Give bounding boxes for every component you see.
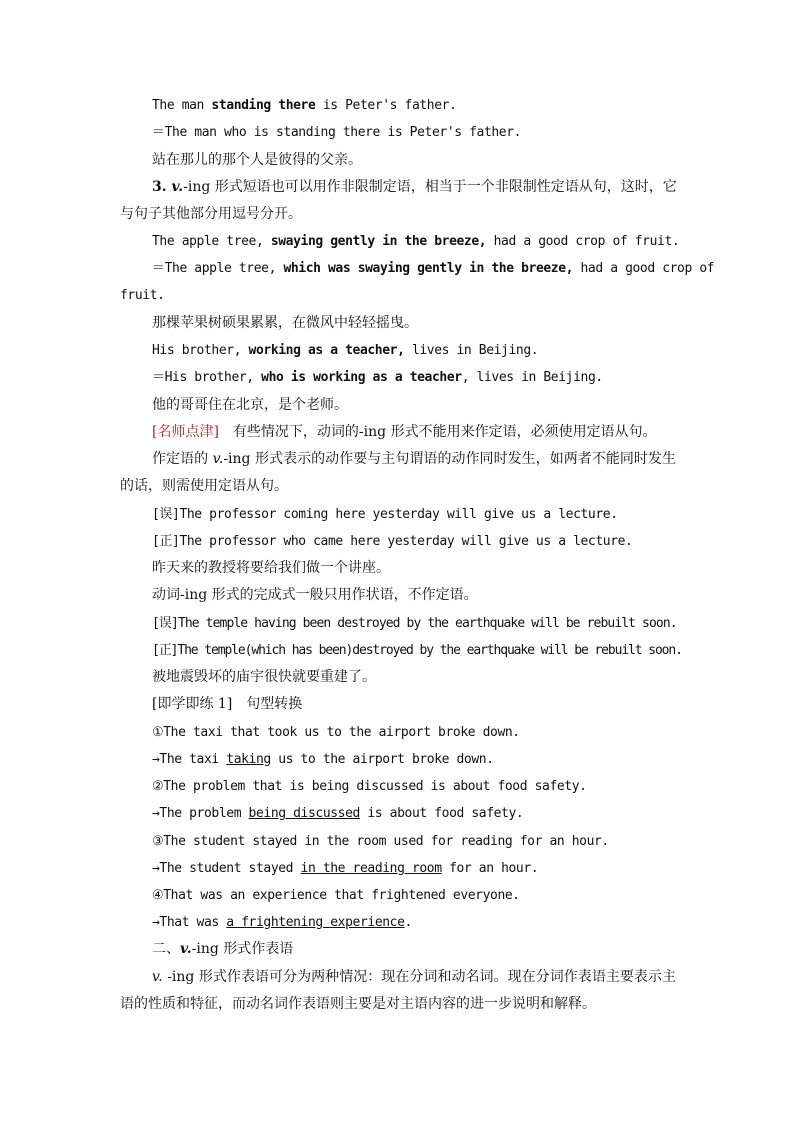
section-heading: 二、v.-ing 形式作表语: [152, 941, 294, 957]
practice-item-1: ①The taxi that took us to the airport broke down.: [152, 725, 520, 740]
equivalent-sentence: ＝The apple tree, which was swaying gently in the breeze, had a good crop of: [152, 261, 715, 276]
tip-paragraph-line-2: 的话，则需使用定语从句。: [120, 478, 288, 494]
practice-answer-2: →The problem being discussed is about food safety.: [152, 806, 524, 821]
equivalent-sentence-continued: fruit.: [120, 288, 165, 303]
wrong-example: [误]The temple having been destroyed by the earthquake will be rebuilt soon.: [152, 616, 677, 631]
translation: 站在那儿的那个人是彼得的父亲。: [152, 152, 362, 168]
answer-blank: a frightening experience: [226, 915, 405, 930]
equivalent-sentence: ＝His brother, who is working as a teacher, lives in Beijing.: [152, 370, 603, 385]
translation: 他的哥哥住在北京，是个老师。: [152, 397, 348, 413]
teacher-tip: [名师点津] 有些情况下，动词的-ing 形式不能用来作定语，必须使用定语从句。: [152, 424, 657, 440]
translation: 昨天来的教授将要给我们做一个讲座。: [152, 560, 390, 576]
example-sentence: The apple tree, swaying gently in the breeze, had a good crop of fruit.: [152, 234, 680, 249]
translation: 那棵苹果树硕果累累，在微风中轻轻摇曳。: [152, 315, 418, 331]
example-sentence: The man standing there is Peter's father.: [152, 98, 457, 113]
practice-heading: [即学即练 1] 句型转换: [152, 696, 303, 712]
answer-blank: taking: [226, 752, 271, 767]
practice-answer-4: →That was a frightening experience.: [152, 915, 412, 930]
rule-note: 动词-ing 形式的完成式一般只用作状语，不作定语。: [152, 587, 478, 603]
correct-example: [正]The temple(which has been)destroyed by the earthquake will be rebuilt soon.: [152, 643, 682, 658]
practice-item-3: ③The student stayed in the room used for reading for an hour.: [152, 834, 609, 849]
tip-tag: [名师点津]: [152, 424, 219, 440]
rule-3-line-2: 与句子其他部分用逗号分开。: [120, 206, 302, 222]
translation: 被地震毁坏的庙宇很快就要重建了。: [152, 669, 376, 685]
rule-3-line-1: 3. v.-ing 形式短语也可以用作非限制定语，相当于一个非限制性定语从句，这时，它: [152, 179, 677, 195]
answer-blank: in the reading room: [300, 861, 442, 876]
practice-answer-1: →The taxi taking us to the airport broke down.: [152, 752, 494, 767]
tip-paragraph-line-1: 作定语的 v.-ing 形式表示的动作要与主句谓语的动作同时发生，如两者不能同时发生: [152, 451, 676, 467]
answer-blank: being discussed: [248, 806, 360, 821]
equivalent-sentence: ＝The man who is standing there is Peter's father.: [152, 125, 522, 140]
practice-item-4: ④That was an experience that frightened everyone.: [152, 888, 520, 903]
section-paragraph-line-2: 语的性质和特征，而动名词作表语则主要是对主语内容的进一步说明和解释。: [120, 996, 596, 1012]
section-paragraph-line-1: v. -ing 形式作表语可分为两种情况：现在分词和动名词。现在分词作表语主要表示主: [152, 969, 676, 985]
practice-answer-3: →The student stayed in the reading room for an hour.: [152, 861, 539, 876]
practice-item-2: ②The problem that is being discussed is about food safety.: [152, 779, 587, 794]
example-sentence: His brother, working as a teacher, lives in Beijing.: [152, 343, 539, 358]
wrong-example: [误]The professor coming here yesterday will give us a lecture.: [152, 507, 618, 522]
correct-example: [正]The professor who came here yesterday will give us a lecture.: [152, 534, 633, 549]
